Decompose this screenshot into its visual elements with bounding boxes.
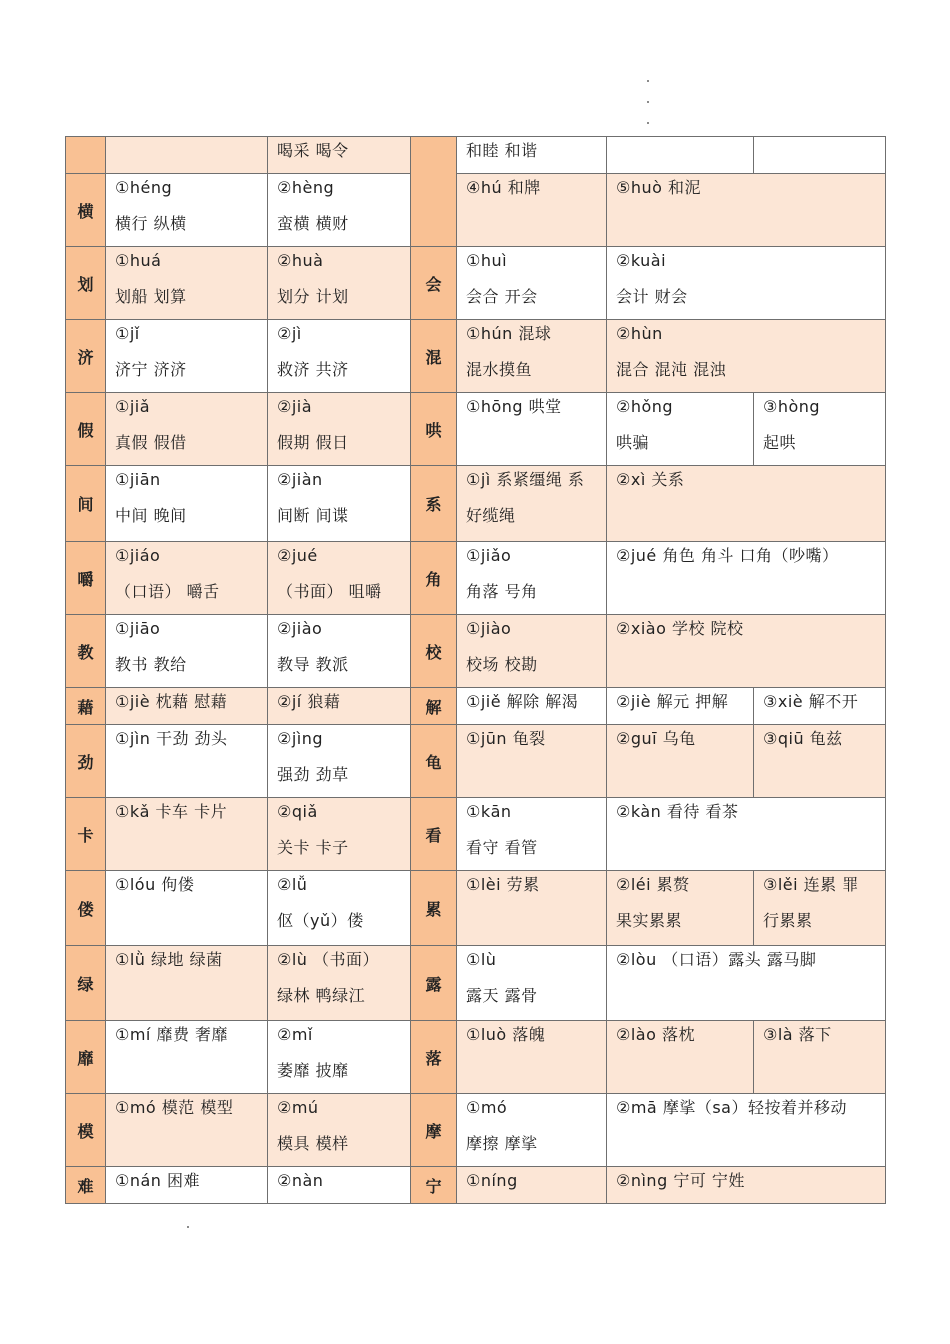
reading-cell [457, 247, 607, 320]
reading-line: 强劲 劲草 [277, 765, 349, 784]
stray-dot-mark [647, 101, 649, 103]
reading-line: ①jì 系紧缰绳 系 [466, 470, 585, 489]
reading-cell [754, 688, 886, 725]
reading-line: ①huá [115, 251, 162, 270]
reading-cell [268, 1094, 411, 1167]
reading-cell [268, 393, 411, 466]
table-row [66, 725, 886, 798]
reading-cell [457, 615, 607, 688]
reading-line: ④hú 和牌 [466, 178, 541, 197]
reading-line: 和睦 和谐 [466, 141, 538, 160]
char-label: 横 [66, 174, 106, 247]
reading-cell [268, 137, 411, 174]
reading-line: 看守 看管 [466, 838, 538, 857]
reading-cell [268, 798, 411, 871]
reading-line: ③xiè 解不开 [763, 692, 859, 711]
reading-cell [457, 137, 607, 174]
reading-cell [106, 1021, 268, 1094]
reading-line: ②kàn 看待 看茶 [616, 802, 739, 821]
reading-line: ②léi 累赘 [616, 875, 690, 894]
reading-line: ①luò 落魄 [466, 1025, 546, 1044]
reading-cell [106, 393, 268, 466]
reading-line: ③qiū 龟兹 [763, 729, 843, 748]
reading-line: ③là 落下 [763, 1025, 832, 1044]
table-row [66, 320, 886, 393]
reading-line: 救济 共济 [277, 360, 349, 379]
reading-cell [607, 688, 754, 725]
reading-line: ①lǜ 绿地 绿菌 [115, 950, 223, 969]
char-label: 卡 [66, 798, 106, 871]
char-label: 宁 [411, 1167, 457, 1204]
reading-cell [268, 1167, 411, 1204]
char-label: 龟 [411, 725, 457, 798]
reading-cell [268, 247, 411, 320]
reading-cell [457, 393, 607, 466]
char-label: 解 [411, 688, 457, 725]
reading-line: 萎靡 披靡 [277, 1061, 349, 1080]
reading-line: ②qiǎ [277, 802, 318, 821]
reading-cell [268, 1021, 411, 1094]
reading-cell [607, 320, 886, 393]
reading-line: 会合 开会 [466, 287, 538, 306]
table-row [66, 174, 886, 247]
reading-line: ②xiào 学校 院校 [616, 619, 744, 638]
table-row [66, 615, 886, 688]
table-row [66, 1167, 886, 1204]
reading-cell [457, 688, 607, 725]
reading-line: ②lǚ [277, 875, 308, 894]
reading-cell [106, 320, 268, 393]
reading-line: ①hōng 哄堂 [466, 397, 562, 416]
char-label: 偻 [66, 871, 106, 946]
reading-line: 真假 假借 [115, 433, 187, 452]
reading-cell [268, 174, 411, 247]
char-label-cell [411, 137, 457, 247]
reading-line: ①jiào [466, 619, 512, 638]
char-label: 济 [66, 320, 106, 393]
reading-line: ①jiáo [115, 546, 161, 565]
reading-cell [106, 688, 268, 725]
reading-cell [457, 174, 607, 247]
reading-line: ①nán 困难 [115, 1171, 201, 1190]
reading-line: ①lù [466, 950, 497, 969]
polyphone-table [65, 136, 886, 1204]
char-label: 校 [411, 615, 457, 688]
char-label: 混 [411, 320, 457, 393]
reading-cell [268, 542, 411, 615]
reading-line: ①jiě 解除 解渴 [466, 692, 579, 711]
table-row [66, 871, 886, 946]
reading-line: ②mā 摩挲（sa）轻按着并移动 [616, 1098, 847, 1117]
reading-cell [607, 174, 886, 247]
char-label: 藉 [66, 688, 106, 725]
char-label: 靡 [66, 1021, 106, 1094]
reading-cell [754, 393, 886, 466]
char-label: 累 [411, 871, 457, 946]
reading-line: ①níng [466, 1171, 518, 1190]
reading-cell [457, 1094, 607, 1167]
reading-line: 哄骗 [616, 433, 650, 452]
reading-line: ①mí 靡费 奢靡 [115, 1025, 229, 1044]
reading-line: ①jiān [115, 470, 161, 489]
reading-cell [754, 871, 886, 946]
reading-line: 横行 纵横 [115, 214, 187, 233]
reading-line: ②jiàn [277, 470, 323, 489]
table-row [66, 1094, 886, 1167]
reading-line: 喝采 喝令 [277, 141, 349, 160]
reading-line: 起哄 [763, 433, 797, 452]
reading-cell [607, 1094, 886, 1167]
reading-cell [106, 798, 268, 871]
reading-line: ②kuài [616, 251, 667, 270]
reading-line: 会计 财会 [616, 287, 688, 306]
reading-cell [607, 466, 886, 542]
reading-line: ①jiǎ [115, 397, 151, 416]
table-row [66, 247, 886, 320]
reading-cell [457, 542, 607, 615]
reading-cell [607, 871, 754, 946]
reading-line: ②jiè 解元 押解 [616, 692, 729, 711]
reading-cell [106, 871, 268, 946]
reading-line: 角落 号角 [466, 582, 538, 601]
reading-line: ②mǐ [277, 1025, 313, 1044]
reading-line: 假期 假日 [277, 433, 349, 452]
reading-cell [106, 542, 268, 615]
reading-line: ③hòng [763, 397, 821, 416]
reading-line: ②lù （书面） [277, 950, 380, 969]
reading-line: ②guī 乌龟 [616, 729, 696, 748]
table-row [66, 137, 886, 174]
reading-line: 划船 划算 [115, 287, 187, 306]
reading-cell [268, 946, 411, 1021]
reading-line: 教书 教给 [115, 655, 187, 674]
char-label: 落 [411, 1021, 457, 1094]
stray-dot-mark [647, 80, 649, 82]
reading-line: （口语） 嚼舌 [115, 582, 220, 601]
reading-line: 露天 露骨 [466, 986, 538, 1005]
reading-line: 摩擦 摩挲 [466, 1134, 538, 1153]
char-label: 会 [411, 247, 457, 320]
reading-line: ①mó [466, 1098, 508, 1117]
table-row [66, 466, 886, 542]
reading-cell [607, 1021, 754, 1094]
reading-line: ①jǐ [115, 324, 140, 343]
reading-cell [106, 725, 268, 798]
table-row [66, 1021, 886, 1094]
reading-cell [607, 247, 886, 320]
reading-cell [268, 688, 411, 725]
reading-cell [106, 137, 268, 174]
char-label: 看 [411, 798, 457, 871]
char-label-cell [66, 137, 106, 174]
reading-cell [268, 466, 411, 542]
char-label: 嚼 [66, 542, 106, 615]
char-label: 哄 [411, 393, 457, 466]
reading-cell [754, 1021, 886, 1094]
reading-cell [457, 320, 607, 393]
reading-line: ②mú [277, 1098, 319, 1117]
reading-cell [457, 946, 607, 1021]
reading-cell [607, 137, 754, 174]
reading-cell [268, 320, 411, 393]
reading-cell [106, 466, 268, 542]
table-row [66, 542, 886, 615]
reading-line: ②jì [277, 324, 302, 343]
reading-line: 好缆绳 [466, 506, 516, 525]
reading-line: ②hǒng [616, 397, 674, 416]
reading-line: ①jiǎo [466, 546, 512, 565]
reading-line: ①jiè 枕藉 慰藉 [115, 692, 228, 711]
reading-line: ①huì [466, 251, 508, 270]
reading-cell [457, 466, 607, 542]
reading-cell [106, 1094, 268, 1167]
reading-cell [607, 542, 886, 615]
reading-line: ②jiào [277, 619, 323, 638]
reading-line: ②jué 角色 角斗 口角（吵嘴） [616, 546, 839, 565]
reading-cell [106, 615, 268, 688]
table-row [66, 946, 886, 1021]
char-label: 角 [411, 542, 457, 615]
reading-cell [607, 946, 886, 1021]
reading-line: 绿林 鸭绿江 [277, 986, 366, 1005]
reading-line: 济宁 济济 [115, 360, 187, 379]
char-label: 难 [66, 1167, 106, 1204]
reading-line: ②huà [277, 251, 324, 270]
reading-line: ①lóu 佝偻 [115, 875, 195, 894]
reading-line: ①lèi 劳累 [466, 875, 540, 894]
table-row [66, 393, 886, 466]
reading-line: 蛮横 横财 [277, 214, 349, 233]
reading-cell [607, 798, 886, 871]
reading-cell [457, 725, 607, 798]
char-label: 教 [66, 615, 106, 688]
reading-line: ①héng [115, 178, 173, 197]
reading-line: 教导 教派 [277, 655, 349, 674]
char-label: 露 [411, 946, 457, 1021]
char-label: 划 [66, 247, 106, 320]
reading-line: ③lěi 连累 罪 [763, 875, 859, 894]
reading-line: 伛（yǔ）偻 [277, 911, 364, 930]
reading-cell [106, 174, 268, 247]
reading-line: 混合 混沌 混浊 [616, 360, 727, 379]
reading-line: ⑤huò 和泥 [616, 178, 702, 197]
table-row [66, 798, 886, 871]
reading-line: 果实累累 [616, 911, 683, 930]
char-label: 摩 [411, 1094, 457, 1167]
char-label: 绿 [66, 946, 106, 1021]
reading-line: ②jìng [277, 729, 324, 748]
reading-line: ①hún 混球 [466, 324, 552, 343]
reading-cell [754, 137, 886, 174]
reading-line: ②nìng 宁可 宁姓 [616, 1171, 745, 1190]
reading-cell [607, 1167, 886, 1204]
reading-line: 校场 校勘 [466, 655, 538, 674]
reading-line: ①kān [466, 802, 512, 821]
reading-cell [457, 871, 607, 946]
reading-line: ②nàn [277, 1171, 324, 1190]
reading-line: ①mó 模范 模型 [115, 1098, 234, 1117]
char-label: 劲 [66, 725, 106, 798]
reading-cell [457, 1167, 607, 1204]
char-label: 模 [66, 1094, 106, 1167]
reading-line: 中间 晚间 [115, 506, 187, 525]
stray-dot-mark [187, 1226, 189, 1228]
reading-line: 行累累 [763, 911, 813, 930]
reading-line: ②hèng [277, 178, 335, 197]
reading-cell [106, 247, 268, 320]
reading-line: ①jūn 龟裂 [466, 729, 546, 748]
char-label: 间 [66, 466, 106, 542]
reading-line: ②lòu （口语）露头 露马脚 [616, 950, 817, 969]
table-row [66, 688, 886, 725]
reading-cell [607, 615, 886, 688]
reading-line: ②hùn [616, 324, 663, 343]
reading-cell [106, 946, 268, 1021]
reading-line: 关卡 卡子 [277, 838, 349, 857]
char-label: 假 [66, 393, 106, 466]
reading-cell [268, 725, 411, 798]
reading-cell [268, 871, 411, 946]
reading-line: （书面） 咀嚼 [277, 582, 382, 601]
reading-line: 混水摸鱼 [466, 360, 533, 379]
reading-cell [607, 725, 754, 798]
reading-line: ②xì 关系 [616, 470, 685, 489]
reading-cell [607, 393, 754, 466]
stray-dot-mark [647, 122, 649, 124]
reading-line: ②jí 狼藉 [277, 692, 341, 711]
reading-line: 划分 计划 [277, 287, 349, 306]
reading-cell [106, 1167, 268, 1204]
reading-cell [457, 798, 607, 871]
reading-line: 间断 间谍 [277, 506, 349, 525]
reading-cell [754, 725, 886, 798]
reading-cell [457, 1021, 607, 1094]
reading-line: ①jiāo [115, 619, 161, 638]
reading-line: ②jià [277, 397, 313, 416]
char-label: 系 [411, 466, 457, 542]
reading-line: ②lào 落枕 [616, 1025, 695, 1044]
reading-line: ②jué [277, 546, 318, 565]
reading-line: 模具 模样 [277, 1134, 349, 1153]
reading-line: ①kǎ 卡车 卡片 [115, 802, 228, 821]
reading-cell [268, 615, 411, 688]
reading-line: ①jìn 干劲 劲头 [115, 729, 228, 748]
